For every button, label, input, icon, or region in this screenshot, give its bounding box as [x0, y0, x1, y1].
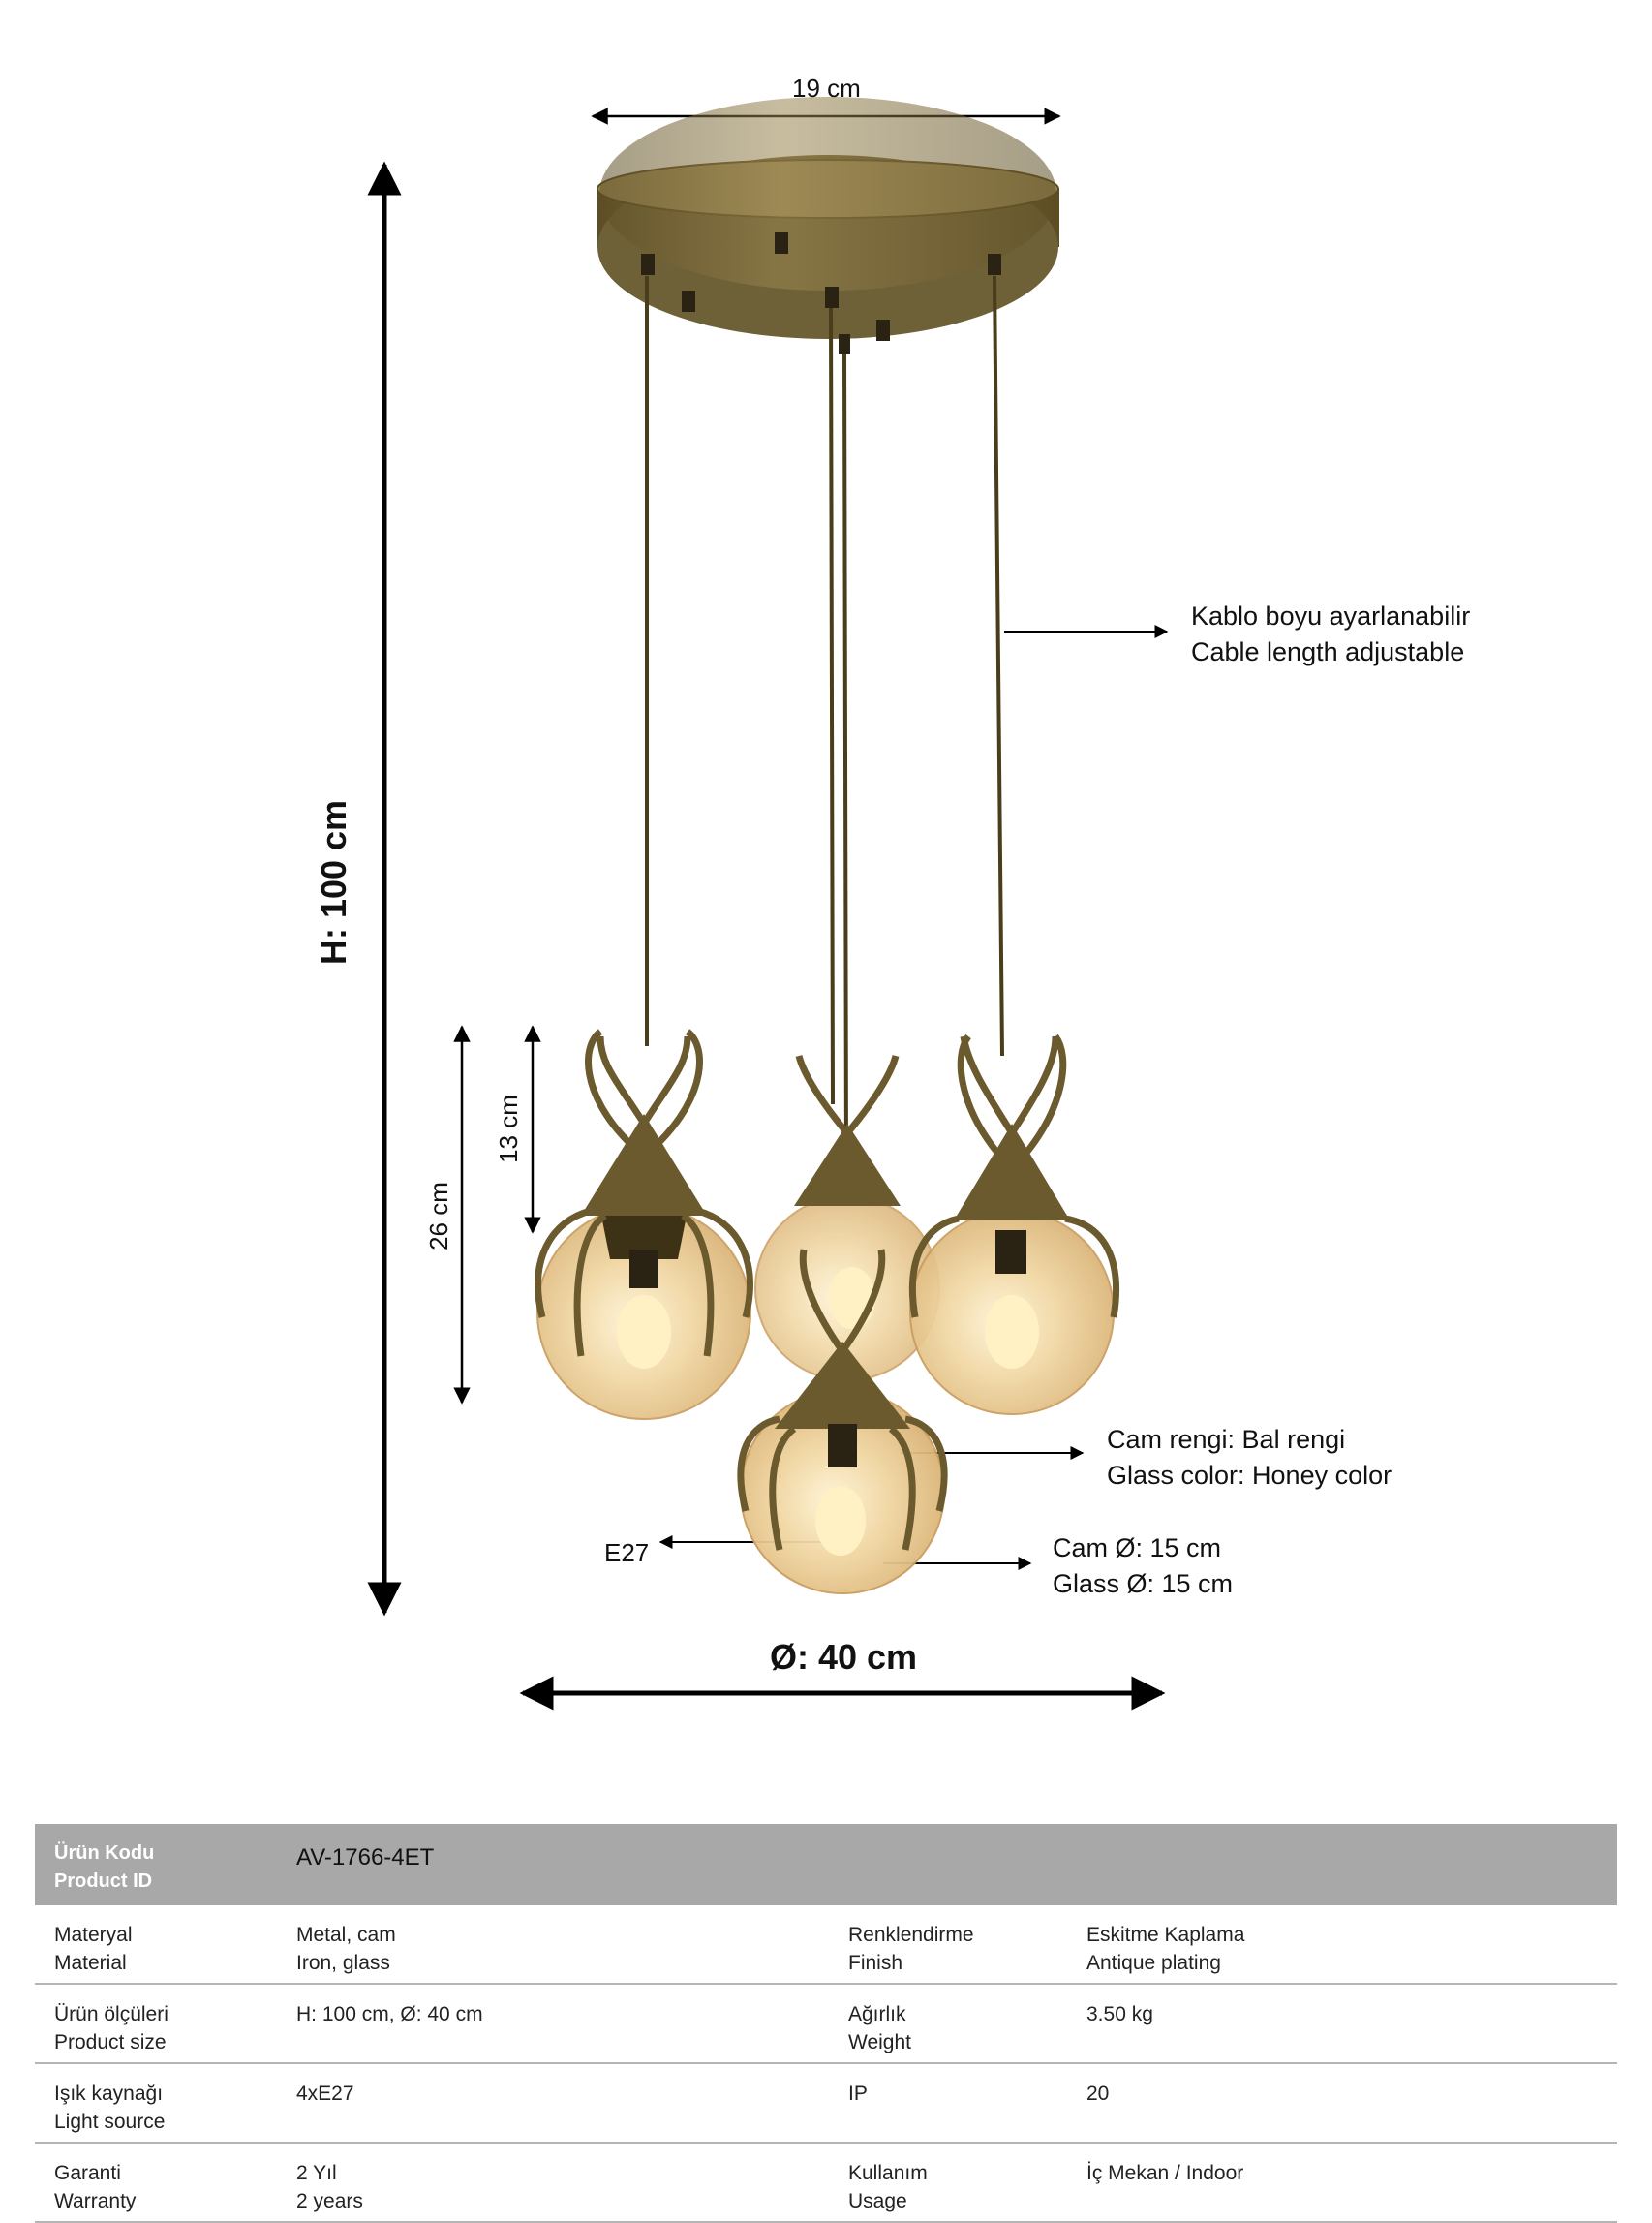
finish-value	[1067, 1905, 1617, 1984]
material-value-en: Iron, glass	[296, 1952, 390, 1974]
weight-key-tr: Ağırlık	[848, 2003, 906, 2025]
warranty-value-tr: 2 Yıl	[296, 2162, 337, 2184]
finish-key-tr: Renklendirme	[848, 1924, 974, 1946]
ip-value	[1067, 2063, 1617, 2143]
table-row	[35, 2143, 1617, 2222]
warranty-key-tr: Garanti	[54, 2162, 121, 2184]
spec-table	[35, 1824, 1617, 2223]
cable-note	[1191, 599, 1470, 670]
size-key	[35, 1984, 277, 2063]
glass-color-note	[1107, 1422, 1392, 1494]
height-label: H: 100 cm	[314, 799, 354, 966]
light-source-key-en: Light source	[54, 2111, 166, 2133]
pendant-left	[537, 1032, 750, 1419]
material-key-tr: Materyal	[54, 1924, 133, 1946]
cable-note-tr: Kablo boyu ayarlanabilir	[1191, 602, 1471, 631]
table-row	[35, 2063, 1617, 2143]
table-row	[35, 1905, 1617, 1984]
usage-value-text: İç Mekan / Indoor	[1086, 2162, 1244, 2184]
warranty-key	[35, 2143, 277, 2222]
finish-value-en: Antique plating	[1086, 1952, 1221, 1974]
ip-key-text: IP	[848, 2083, 868, 2105]
glass-color-en: Glass color: Honey color	[1107, 1461, 1392, 1490]
socket-note: E27	[604, 1538, 650, 1567]
material-value	[277, 1905, 829, 1984]
product-id-key	[35, 1824, 277, 1905]
weight-value	[1067, 1984, 1617, 2063]
glass-diameter-note	[1053, 1530, 1233, 1602]
pendant-right	[910, 1036, 1117, 1414]
material-value-tr: Metal, cam	[296, 1924, 396, 1946]
glass-color-tr: Cam rengi: Bal rengi	[1107, 1425, 1346, 1454]
material-key	[35, 1905, 277, 1984]
size-key-en: Product size	[54, 2031, 167, 2053]
weight-value-text: 3.50 kg	[1086, 2003, 1153, 2025]
warranty-value-en: 2 years	[296, 2190, 363, 2212]
top-width-label: 19 cm	[792, 74, 861, 103]
ip-key	[829, 2063, 1067, 2143]
finish-key	[829, 1905, 1067, 1984]
warranty-key-en: Warranty	[54, 2190, 137, 2212]
globe-height-label: 26 cm	[423, 1182, 453, 1250]
warranty-value	[277, 2143, 829, 2222]
weight-key-en: Weight	[848, 2031, 911, 2053]
product-id-key-tr: Ürün Kodu	[54, 1842, 155, 1864]
size-value-text: H: 100 cm, Ø: 40 cm	[296, 2003, 483, 2025]
glass-diameter-tr: Cam Ø: 15 cm	[1053, 1533, 1222, 1562]
ip-value-text: 20	[1086, 2083, 1110, 2105]
weight-key	[829, 1984, 1067, 2063]
shade-height-label: 13 cm	[493, 1095, 523, 1163]
cables	[647, 276, 1002, 1162]
light-source-key	[35, 2063, 277, 2143]
light-source-value	[277, 2063, 829, 2143]
finish-value-tr: Eskitme Kaplama	[1086, 1924, 1245, 1946]
size-value	[277, 1984, 829, 2063]
usage-key-en: Usage	[848, 2190, 907, 2212]
light-source-key-tr: Işık kaynağı	[54, 2083, 164, 2105]
glass-diameter-en: Glass Ø: 15 cm	[1053, 1569, 1234, 1598]
cable-note-en: Cable length adjustable	[1191, 637, 1465, 666]
usage-key	[829, 2143, 1067, 2222]
product-id-row	[35, 1824, 1617, 1905]
ceiling-canopy	[597, 97, 1059, 354]
product-id-key-en: Product ID	[54, 1870, 153, 1892]
light-source-value-text: 4xE27	[296, 2083, 354, 2105]
product-id-value: AV-1766-4ET	[277, 1824, 1617, 1905]
usage-key-tr: Kullanım	[848, 2162, 928, 2184]
usage-value	[1067, 2143, 1617, 2222]
size-key-tr: Ürün ölçüleri	[54, 2003, 168, 2025]
finish-key-en: Finish	[848, 1952, 903, 1974]
table-row	[35, 1984, 1617, 2063]
diameter-label: Ø: 40 cm	[770, 1637, 918, 1677]
material-key-en: Material	[54, 1952, 127, 1974]
